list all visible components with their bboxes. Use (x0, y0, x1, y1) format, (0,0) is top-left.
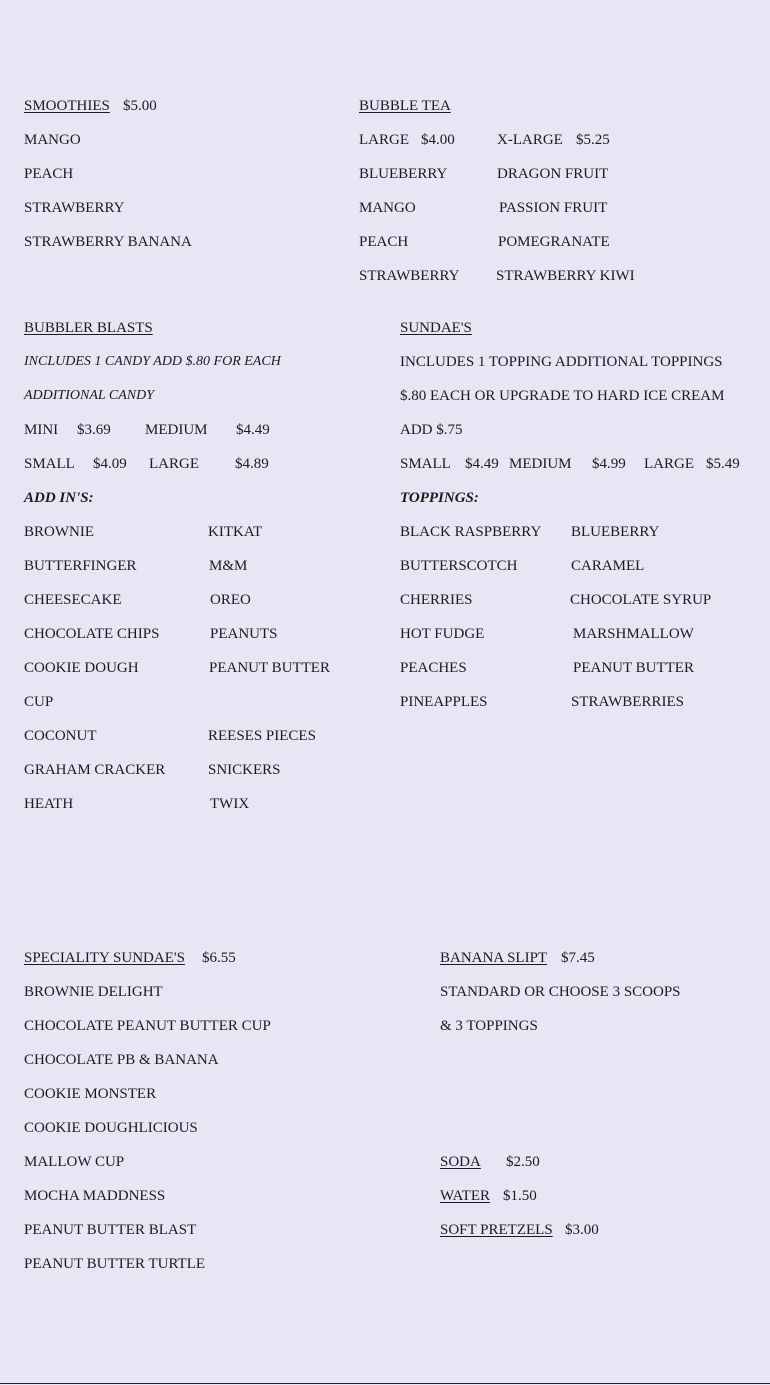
topping-item: PEACHES (400, 660, 467, 676)
addin-item: KITKAT (208, 524, 263, 540)
addin-item: BROWNIE (24, 524, 94, 540)
speciality-item: MALLOW CUP (24, 1154, 125, 1170)
speciality-item: MOCHA MADDNESS (24, 1188, 166, 1204)
speciality-item: CHOCOLATE PB & BANANA (24, 1052, 219, 1068)
bottom-divider (0, 1383, 770, 1384)
topping-item: BLUEBERRY (571, 524, 660, 540)
addin-item: SNICKERS (208, 762, 281, 778)
smoothie-item: STRAWBERRY BANANA (24, 234, 192, 250)
addin-item: CUP (24, 694, 54, 710)
bubble-tea-flavor: PEACH (359, 234, 409, 250)
topping-item: BLACK RASPBERRY (400, 524, 542, 540)
addin-item: HEATH (24, 796, 74, 812)
speciality-item: PEANUT BUTTER TURTLE (24, 1256, 206, 1272)
bubbler-medium-label: MEDIUM (145, 422, 208, 438)
bubbler-mini-price: $3.69 (77, 422, 111, 438)
sundae-small-label: SMALL (400, 456, 451, 472)
bubble-tea-xlarge-label: X-LARGE (497, 132, 563, 148)
addin-item: CHOCOLATE CHIPS (24, 626, 160, 642)
addin-item: BUTTERFINGER (24, 558, 137, 574)
bubbler-blasts-note: ADDITIONAL CANDY (24, 388, 155, 403)
addin-item: GRAHAM CRACKER (24, 762, 166, 778)
bubble-tea-flavor: PASSION FRUIT (499, 200, 608, 216)
sundaes-title: SUNDAE'S (400, 320, 472, 336)
bubbler-blasts-note: INCLUDES 1 CANDY ADD $.80 FOR EACH (24, 354, 281, 369)
sundae-large-price: $5.49 (706, 456, 740, 472)
sundaes-note: ADD $.75 (400, 422, 463, 438)
smoothie-item: PEACH (24, 166, 74, 182)
sundae-large-label: LARGE (644, 456, 694, 472)
addin-item: COCONUT (24, 728, 97, 744)
addin-item: COOKIE DOUGH (24, 660, 139, 676)
bubble-tea-flavor: BLUEBERRY (359, 166, 448, 182)
bubble-tea-flavor: STRAWBERRY (359, 268, 460, 284)
bubble-tea-xlarge-price: $5.25 (576, 132, 610, 148)
addin-item: CHEESECAKE (24, 592, 122, 608)
topping-item: PEANUT BUTTER (573, 660, 694, 676)
sundaes-note: $.80 EACH OR UPGRADE TO HARD ICE CREAM (400, 388, 725, 404)
topping-item: PINEAPPLES (400, 694, 488, 710)
addins-heading: ADD IN'S: (24, 490, 94, 506)
smoothies-title: SMOOTHIES (24, 98, 110, 114)
smoothies-price: $5.00 (123, 98, 157, 114)
bubbler-large-price: $4.89 (235, 456, 269, 472)
speciality-item: COOKIE MONSTER (24, 1086, 157, 1102)
sundae-medium-price: $4.99 (592, 456, 626, 472)
speciality-sundaes-price: $6.55 (202, 950, 236, 966)
bubbler-medium-price: $4.49 (236, 422, 270, 438)
banana-slipt-description: STANDARD OR CHOOSE 3 SCOOPS (440, 984, 681, 1000)
speciality-item: CHOCOLATE PEANUT BUTTER CUP (24, 1018, 271, 1034)
bubble-tea-flavor: STRAWBERRY KIWI (496, 268, 635, 284)
soda-price: $2.50 (506, 1154, 540, 1170)
bubbler-small-label: SMALL (24, 456, 75, 472)
banana-slipt-description: & 3 TOPPINGS (440, 1018, 538, 1034)
sundae-medium-label: MEDIUM (509, 456, 572, 472)
water-label: WATER (440, 1188, 490, 1204)
water-price: $1.50 (503, 1188, 537, 1204)
smoothie-item: MANGO (24, 132, 81, 148)
sundaes-note: INCLUDES 1 TOPPING ADDITIONAL TOPPINGS (400, 354, 723, 370)
soda-label: SODA (440, 1154, 481, 1170)
soft-pretzels-price: $3.00 (565, 1222, 599, 1238)
speciality-item: BROWNIE DELIGHT (24, 984, 163, 1000)
speciality-item: PEANUT BUTTER BLAST (24, 1222, 197, 1238)
bubble-tea-flavor: POMEGRANATE (498, 234, 610, 250)
addin-item: PEANUT BUTTER (209, 660, 330, 676)
addin-item: OREO (210, 592, 251, 608)
bubbler-large-label: LARGE (149, 456, 199, 472)
soft-pretzels-label: SOFT PRETZELS (440, 1222, 553, 1238)
bubble-tea-large-label: LARGE (359, 132, 409, 148)
topping-item: HOT FUDGE (400, 626, 485, 642)
topping-item: CARAMEL (571, 558, 645, 574)
topping-item: MARSHMALLOW (573, 626, 694, 642)
toppings-heading: TOPPINGS: (400, 490, 479, 506)
bubbler-blasts-title: BUBBLER BLASTS (24, 320, 153, 336)
topping-item: CHOCOLATE SYRUP (570, 592, 712, 608)
bubble-tea-large-price: $4.00 (421, 132, 455, 148)
addin-item: M&M (209, 558, 248, 574)
topping-item: BUTTERSCOTCH (400, 558, 518, 574)
sundae-small-price: $4.49 (465, 456, 499, 472)
speciality-sundaes-title: SPECIALITY SUNDAE'S (24, 950, 185, 966)
bubble-tea-flavor: MANGO (359, 200, 416, 216)
bubble-tea-title: BUBBLE TEA (359, 98, 451, 114)
smoothie-item: STRAWBERRY (24, 200, 125, 216)
addin-item: REESES PIECES (208, 728, 316, 744)
bubble-tea-flavor: DRAGON FRUIT (497, 166, 609, 182)
bubbler-mini-label: MINI (24, 422, 59, 438)
bubbler-small-price: $4.09 (93, 456, 127, 472)
speciality-item: COOKIE DOUGHLICIOUS (24, 1120, 198, 1136)
banana-slipt-price: $7.45 (561, 950, 595, 966)
addin-item: TWIX (210, 796, 250, 812)
topping-item: STRAWBERRIES (571, 694, 684, 710)
addin-item: PEANUTS (210, 626, 278, 642)
topping-item: CHERRIES (400, 592, 473, 608)
banana-slipt-title: BANANA SLIPT (440, 950, 548, 966)
